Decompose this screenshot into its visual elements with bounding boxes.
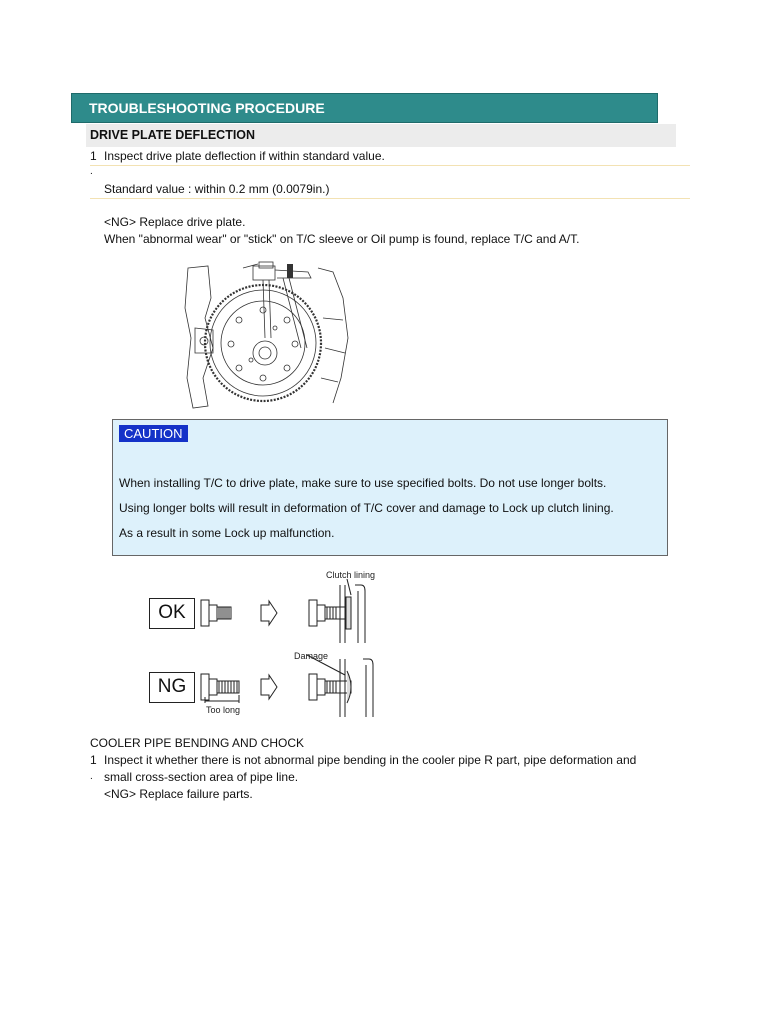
page-title: TROUBLESHOOTING PROCEDURE	[71, 93, 658, 123]
caution-box	[112, 419, 668, 556]
damage-label: Damage	[294, 651, 329, 661]
clutch-lining-label: Clutch lining	[326, 570, 376, 580]
standard-value: Standard value : within 0.2 mm (0.0079in.)	[104, 182, 330, 196]
caution-tag: CAUTION	[119, 425, 188, 442]
caution-line: Using longer bolts will result in deformation of T/C cover and damage to Lock up clutch lining.	[119, 501, 614, 515]
drive-plate-illustration	[183, 258, 353, 413]
caution-line: As a result in some Lock up malfunction.	[119, 526, 335, 540]
step-text: Inspect drive plate deflection if within standard value.	[104, 149, 385, 163]
caution-line: When installing T/C to drive plate, make sure to use specified bolts. Do not use longer bolts.	[119, 476, 607, 490]
ng-instruction: <NG> Replace drive plate.	[104, 215, 246, 229]
ok-label: OK	[149, 598, 195, 629]
bolt-comparison-illustration	[195, 575, 395, 725]
section-heading: DRIVE PLATE DEFLECTION	[86, 124, 676, 147]
divider	[90, 198, 690, 199]
section2-line2: small cross-section area of pipe line.	[104, 770, 299, 784]
section2-title: COOLER PIPE BENDING AND CHOCK	[90, 736, 305, 750]
step-number: 1	[90, 753, 97, 767]
step-dot: .	[90, 166, 93, 177]
section2-ng: <NG> Replace failure parts.	[104, 787, 253, 801]
step-number: 1	[90, 149, 97, 163]
ng-note: When "abnormal wear" or "stick" on T/C sleeve or Oil pump is found, replace T/C and A/T.	[104, 232, 580, 246]
step-dot: .	[90, 771, 93, 782]
section2-line1: Inspect it whether there is not abnormal pipe bending in the cooler pipe R part, pipe deformation and	[104, 753, 637, 767]
divider	[90, 165, 690, 166]
ng-label: NG	[149, 672, 195, 703]
too-long-label: Too long	[206, 705, 241, 715]
